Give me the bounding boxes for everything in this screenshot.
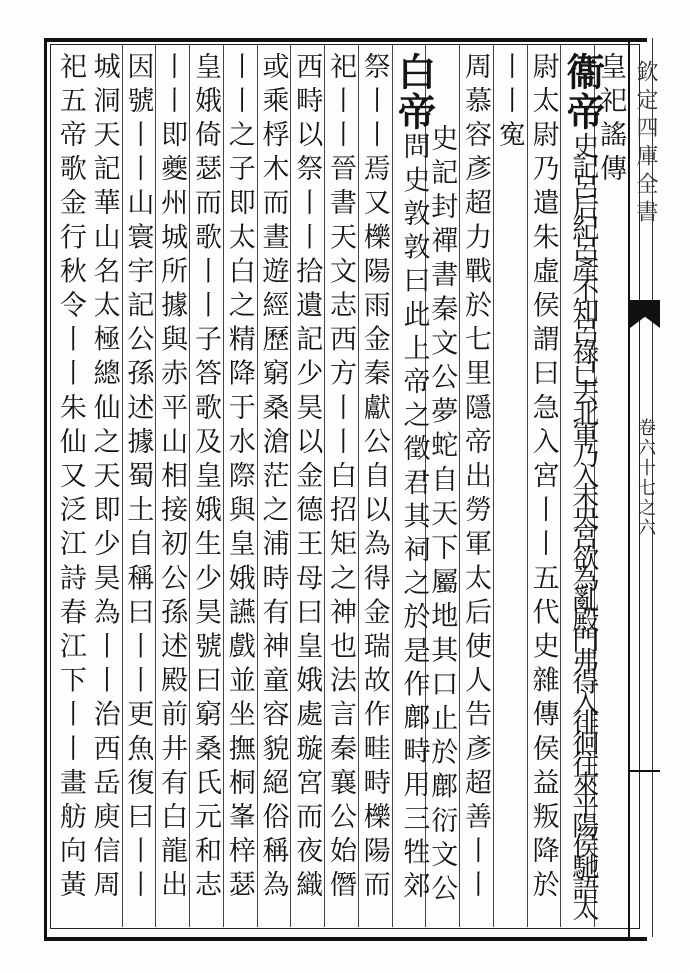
headword: 衞帝 [560, 52, 606, 132]
column-text: 祀五帝歌金行秋令丨丨朱仙又泛江詩春江下丨丨畫舫向黃 [54, 52, 86, 905]
text-column-2 [560, 52, 606, 915]
text-column-13 [189, 52, 221, 905]
column-text: 祭丨丨焉又櫟陽雨金秦獻公自以為得金瑞故作畦畤櫟陽而 [358, 52, 390, 905]
text-column-3 [527, 52, 559, 905]
text-column-15 [122, 52, 154, 905]
text-column-12 [223, 52, 255, 905]
lower-fishtail-mark [630, 770, 660, 786]
column-text: 尉太尉乃遣朱虛侯謂曰急入宮丨丨五代史雜傳侯益叛降於 [527, 52, 559, 905]
text-column-9 [327, 52, 354, 905]
column-rule [493, 44, 494, 927]
headword: 白帝 [391, 52, 437, 132]
column-text: 皇祀謠傳 [595, 52, 627, 189]
column-text: 城洞天記華山名太極總仙之天即少昊為丨丨治西岳庾信周 [88, 52, 120, 905]
column-text: 問史敦敦曰此上帝之徵君其祠之於是作鄜畤用三牲郊 [398, 132, 430, 905]
column-text: 祀丨丨晉書天文志西方丨丨白招矩之神也法言秦襄公始僭 [325, 52, 356, 905]
column-text: 或乘桴木而晝遊經歷窮桑滄茫之浦時有神童容貌絕俗稱為 [257, 52, 289, 905]
text-column-10 [291, 52, 323, 905]
column-rule [560, 44, 561, 927]
text-column-5 [460, 52, 492, 905]
column-rule [392, 44, 393, 927]
column-text: 因號丨丨山寰宇記公孫述據蜀土自稱曰丨丨更魚復曰丨丨 [122, 52, 154, 905]
text-column-14 [156, 52, 188, 905]
text-column-16 [88, 52, 120, 905]
text-column-7 [391, 52, 437, 905]
margin-rule [628, 38, 630, 937]
text-column-4 [493, 52, 525, 155]
text-column-11 [257, 52, 289, 905]
text-column-17 [54, 52, 86, 905]
running-head: 欽定四庫全書 [633, 60, 658, 228]
text-column-8 [358, 52, 390, 905]
column-text: 丨丨寃 [493, 52, 525, 155]
chapter-label: 卷六十七之六 [635, 418, 656, 538]
column-text: 周慕容彥超力戰於七里隱帝出勞軍太后使人告彥超善丨丨 [460, 52, 492, 905]
column-text: 史記封禪書秦文公夢蛇自天下屬地其口止於鄜衍文公 [426, 124, 458, 909]
column-text: 皇娥倚瑟而歌丨丨子答歌及皇娥生少昊號曰窮桑氏元和志 [189, 52, 221, 905]
column-text: 史記呂后紀呂產不知呂祿已去北軍乃入未央宮欲為亂殿門弗得入徘徊往來平陽侯馳語太 [567, 132, 599, 915]
column-text: 丨丨之子即太白之精降于水際與皇娥讌戲並坐撫桐峯梓瑟 [223, 52, 255, 905]
column-text: 西畤以祭丨丨拾遺記少昊以金德王母曰皇娥處璇宮而夜織 [291, 52, 323, 905]
column-text: 丨丨即夔州城所據與赤平山相接初公孫述殿前井有白龍出 [156, 52, 188, 905]
